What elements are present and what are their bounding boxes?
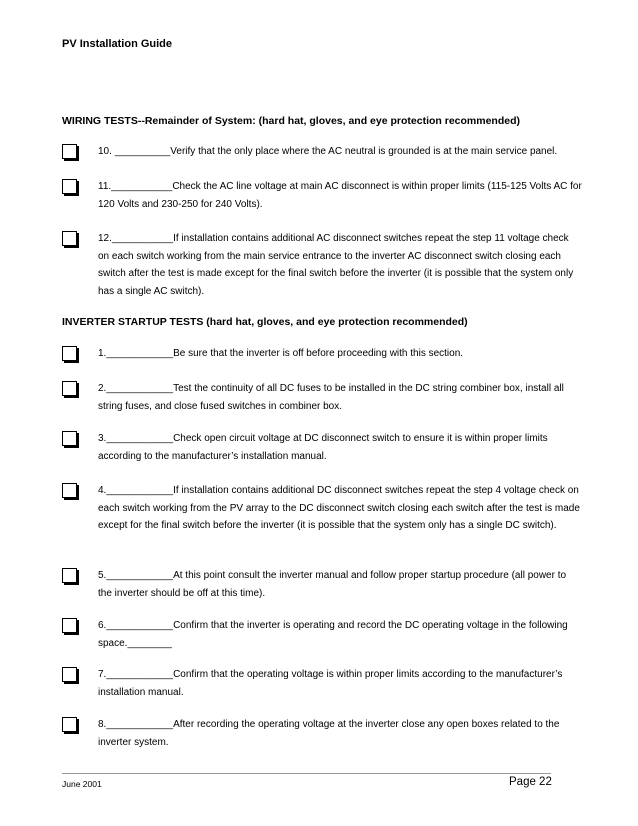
checkbox-icon[interactable] bbox=[62, 431, 77, 446]
footer-date: June 2001 bbox=[62, 779, 102, 789]
item-text: 5.____________At this point consult the inverter manual and follow proper startup procedure (all power to the inverter should be off at this time). bbox=[98, 570, 567, 599]
item-text: 7.____________Confirm that the operating voltage is within proper limits according to the manufacturer’s installation manual. bbox=[98, 669, 563, 698]
item-text: 6.____________Confirm that the inverter is operating and record the DC operating voltage in the following space.________ bbox=[98, 620, 568, 649]
item-text: 12.___________If installation contains additional AC disconnect switches repeat the step 11 voltage check on each switch working from the main service entrance to the inverter AC disconnect switch closing each switch after the test is made except for the final switch before the inverter (it is possible that the system only has a single AC switch). bbox=[98, 233, 574, 297]
checkbox-icon[interactable] bbox=[62, 231, 77, 246]
checkbox-icon[interactable] bbox=[62, 568, 77, 583]
page-header-title: PV Installation Guide bbox=[62, 38, 173, 50]
item-text: 10. __________Verify that the only place where the AC neutral is grounded is at the main service panel. bbox=[98, 146, 558, 157]
item-text: 1.____________Be sure that the inverter is off before proceeding with this section. bbox=[98, 348, 464, 359]
section-heading-inverter-startup: INVERTER STARTUP TESTS (hard hat, gloves, and eye protection recommended) bbox=[62, 316, 468, 328]
item-text: 2.____________Test the continuity of all DC fuses to be installed in the DC string combiner box, install all string fuses, and close fused switches in combiner box. bbox=[98, 383, 564, 412]
checkbox-icon[interactable] bbox=[62, 483, 77, 498]
item-text: 11.___________Check the AC line voltage at main AC disconnect is within proper limits (115-125 Volts AC for 120 Volts and 230-250 for 240 Volts). bbox=[98, 181, 582, 210]
section-heading-wiring-tests: WIRING TESTS--Remainder of System: (hard hat, gloves, and eye protection recommended) bbox=[62, 115, 520, 127]
checkbox-icon[interactable] bbox=[62, 381, 77, 396]
item-text: 4.____________If installation contains additional DC disconnect switches repeat the step 4 voltage check on each switch working from the PV array to the DC disconnect switch closing each switch after the test is made except for the final switch before the inverter (it is possible that the system only has a single DC switch). bbox=[98, 485, 580, 531]
checkbox-icon[interactable] bbox=[62, 346, 77, 361]
checkbox-icon[interactable] bbox=[62, 179, 77, 194]
checkbox-icon[interactable] bbox=[62, 618, 77, 633]
item-text: 8.____________After recording the operating voltage at the inverter close any open boxes related to the inverter system. bbox=[98, 719, 560, 748]
checkbox-icon[interactable] bbox=[62, 144, 77, 159]
checkbox-icon[interactable] bbox=[62, 717, 77, 732]
checkbox-icon[interactable] bbox=[62, 667, 77, 682]
footer-divider bbox=[62, 773, 551, 774]
footer-page-number: Page 22 bbox=[509, 776, 552, 788]
item-text: 3.____________Check open circuit voltage at DC disconnect switch to ensure it is within proper limits according to the manufacturer’s installation manual. bbox=[98, 433, 548, 462]
